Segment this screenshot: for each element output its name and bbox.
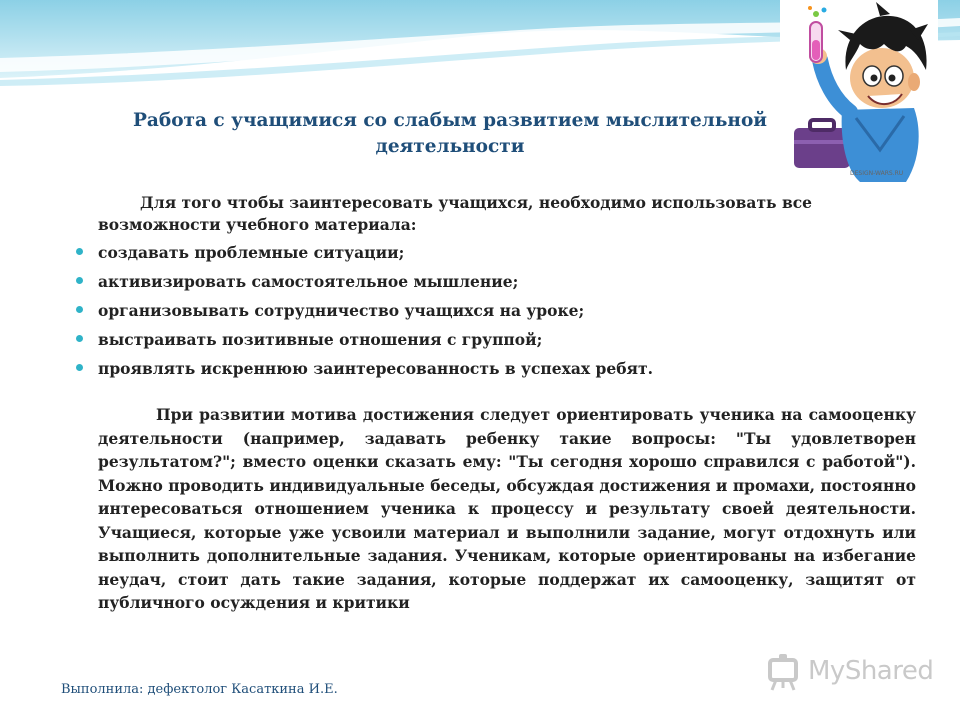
bullet-text: организовывать сотрудничество учащихся на уроке; <box>98 301 585 320</box>
bullet-dot-icon <box>76 248 83 255</box>
bullet-item <box>98 354 916 383</box>
bullet-dot-icon <box>76 335 83 342</box>
bullet-item <box>98 267 916 296</box>
title-line-1: Работа с учащимися со слабым развитием мыслительной <box>132 110 768 131</box>
bullet-text: создавать проблемные ситуации; <box>98 243 405 262</box>
bullet-list <box>98 238 916 383</box>
bullet-dot-icon <box>76 364 83 371</box>
intro-text: Для того чтобы заинтересовать учащихся, необходимо использовать все возможности учебного материала: <box>98 193 813 234</box>
main-paragraph: При развитии мотива достижения следует ориентировать ученика на самооценку деятельности (например, задавать ребенку такие вопросы: "Ты удовлетворен результатом?"; вместо оценки сказать ему: "Ты сегодня хорошо справился с работой"). Можно проводить индивидуальные беседы, обсуждая достижения и промахи, постоянно интересоваться отношением ученика к процессу и результату своей деятельности. Учащиеся, которые уже усвоили материал и выполнили задание, могут отдохнуть или выполнить дополнительные задания. Ученикам, которые ориентированы на избегание неудач, стоит дать такие задания, которые поддержат их самооценку, защитят от публичного осуждения и критики <box>98 405 916 612</box>
bullet-text: проявлять искреннюю заинтересованность в успехах ребят. <box>98 359 654 378</box>
slide-body <box>98 192 916 615</box>
bullet-item <box>98 325 916 354</box>
bullet-dot-icon <box>76 277 83 284</box>
mascot-caption: DESIGN-WARS.RU <box>850 170 904 177</box>
author-footer: Выполнила: дефектолог Касаткина И.Е. <box>61 682 338 697</box>
bullet-text: активизировать самостоятельное мышление; <box>98 272 519 291</box>
slide-title <box>120 108 780 160</box>
bullet-dot-icon <box>76 306 83 313</box>
bullet-text: выстраивать позитивные отношения с группой; <box>98 330 543 349</box>
myshared-watermark: MyShared <box>808 656 934 686</box>
bullet-item <box>98 238 916 267</box>
bullet-item <box>98 296 916 325</box>
title-line-2: деятельности <box>375 136 525 157</box>
scientist-mascot-image <box>780 0 938 188</box>
